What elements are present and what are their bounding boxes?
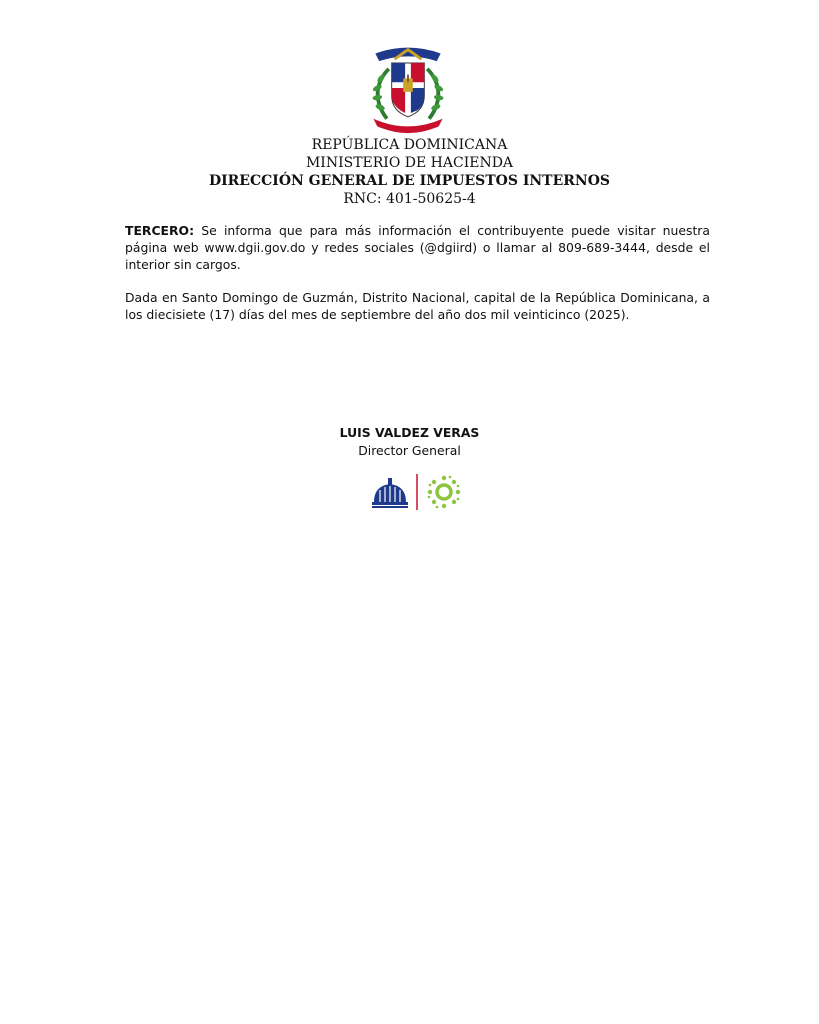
paragraph-label: TERCERO: bbox=[125, 223, 195, 238]
country-name: REPÚBLICA DOMINICANA bbox=[311, 137, 508, 153]
rnc-number: RNC: 401-50625-4 bbox=[343, 191, 476, 207]
signature-block bbox=[0, 424, 819, 460]
agency-name: DIRECCIÓN GENERAL DE IMPUESTOS INTERNOS bbox=[208, 173, 611, 189]
paragraph-dada-en bbox=[125, 289, 710, 323]
document-header bbox=[0, 136, 819, 208]
ministry-name: MINISTERIO DE HACIENDA bbox=[305, 155, 514, 171]
paragraph-text: Se informa que para más información el contribuyente puede visitar nuestra página web www.dgii.gov.do y redes sociales (@dgiird) o llamar al 809-689-3444, desde el interior sin cargos. bbox=[125, 223, 710, 272]
dgii-sunburst-icon bbox=[428, 476, 461, 509]
signer-name: LUIS VALDEZ VERAS bbox=[339, 425, 480, 440]
national-palace-dome-icon bbox=[372, 478, 408, 508]
paragraph-tercero bbox=[125, 222, 710, 273]
paragraph-text: Dada en Santo Domingo de Guzmán, Distrito Nacional, capital de la República Dominicana, a los diecisiete (17) días del mes de septiembre del año dos mil veinticinco (2025). bbox=[125, 290, 710, 322]
footer-logos bbox=[370, 472, 466, 512]
signer-title: Director General bbox=[358, 443, 461, 458]
dominican-coat-of-arms-icon bbox=[360, 40, 456, 136]
